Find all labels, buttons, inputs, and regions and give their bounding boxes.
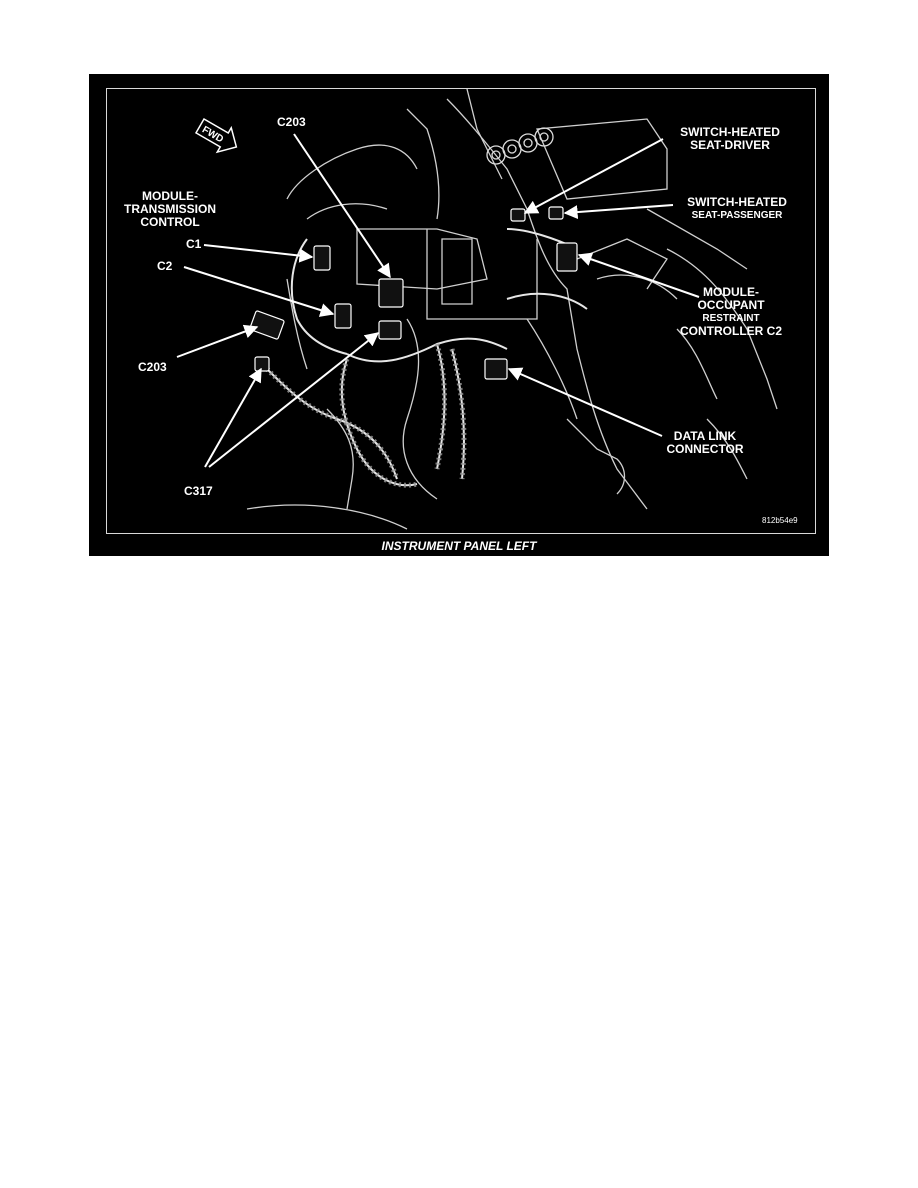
label-tcm-line1: MODULE- <box>142 189 198 203</box>
label-dlc-line2: CONNECTOR <box>666 442 744 456</box>
label-c2: C2 <box>157 259 173 273</box>
label-c1: C1 <box>186 237 202 251</box>
label-switch-heated-seat-driver <box>660 126 800 152</box>
label-switch-passenger-line1: SWITCH-HEATED <box>687 195 787 209</box>
label-c203-top: C203 <box>277 115 306 129</box>
connector-c317-left <box>255 357 269 371</box>
connector-c2 <box>335 304 351 328</box>
leader-switch-passenger <box>565 205 673 213</box>
label-orc-line1: MODULE- <box>703 285 759 299</box>
label-module-transmission-control <box>110 190 230 229</box>
leader-c2 <box>184 267 333 314</box>
connector-switch-passenger <box>549 207 563 219</box>
label-c203-left: C203 <box>138 360 167 374</box>
panel-switch-bank <box>487 128 553 164</box>
label-switch-heated-seat-passenger <box>670 196 804 222</box>
figure-code: 812b54e9 <box>762 516 798 525</box>
label-c317: C317 <box>184 484 213 498</box>
label-switch-driver-line1: SWITCH-HEATED <box>680 125 780 139</box>
fwd-label: FWD <box>199 124 226 146</box>
leader-c317-b <box>209 333 378 467</box>
label-switch-passenger-line2: SEAT-PASSENGER <box>691 210 783 221</box>
leader-dlc <box>509 369 662 436</box>
connector-switch-driver <box>511 209 525 221</box>
label-orc-line2: OCCUPANT <box>697 298 765 312</box>
connector-orc-c2 <box>557 243 577 271</box>
connector-c203-left <box>249 310 284 339</box>
connector-c1 <box>314 246 330 270</box>
label-tcm-line2: TRANSMISSION <box>123 202 216 216</box>
fwd-arrow-icon <box>193 114 243 159</box>
label-tcm-line3: CONTROL <box>140 215 200 229</box>
label-dlc-line1: DATA LINK <box>673 429 737 443</box>
leader-c1 <box>204 245 312 257</box>
figure-caption: INSTRUMENT PANEL LEFT <box>381 539 537 553</box>
connectors <box>249 207 577 379</box>
label-switch-driver-line2: SEAT-DRIVER <box>690 138 770 152</box>
connector-c317-right <box>379 321 401 339</box>
label-orc-line3: RESTRAINT <box>702 313 760 324</box>
leader-c317-a <box>205 369 261 467</box>
label-data-link-connector <box>650 430 760 456</box>
connector-c203-top <box>379 279 403 307</box>
connector-dlc <box>485 359 507 379</box>
wiring-harness-wrap <box>267 344 464 485</box>
leader-c203-left <box>177 327 257 357</box>
label-orc-line4: CONTROLLER C2 <box>680 324 782 338</box>
label-module-occupant-restraint-controller <box>666 286 796 338</box>
